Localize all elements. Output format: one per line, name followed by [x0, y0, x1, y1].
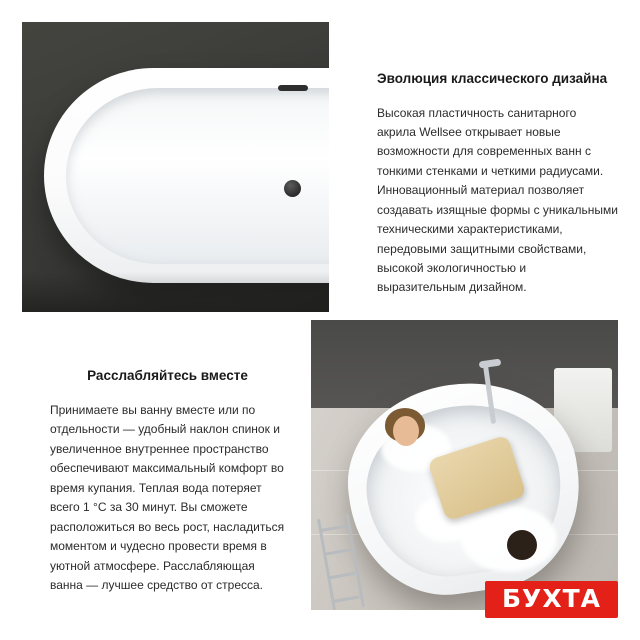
couple-bathtub-image [311, 320, 618, 610]
bottom-heading: Расслабляйтесь вместе [87, 368, 248, 383]
top-heading: Эволюция классического дизайна [377, 71, 608, 86]
floor-shadow [22, 272, 329, 312]
top-paragraph: Высокая пластичность санитарного акрила Wellsee открывает новые возможности для современных ванн с тонкими стенками и четкими радиусами. Инновационный материал позволяет создавать изящные формы с уникальными техническими характеристиками, передовыми защитными свойствами, высокой экологичностью и выразительным дизайном. [377, 105, 618, 295]
bottom-paragraph: Принимаете вы ванну вместе или по отдельности — удобный наклон спинок и увеличенное внутреннее пространство обеспечивают максимальный комфорт во время купания. Теплая вода потеряет всего 1 °C за 30 минут. Вы сможете расположиться во весь рост, насладиться моментом и чудесно провести время в уютной атмосфере. Расслабляющая ванна — лучшее средство от стресса. [50, 403, 285, 592]
top-text-column [329, 22, 618, 312]
bathtub-product-image [22, 22, 329, 312]
top-section [22, 22, 618, 312]
person-right-head [507, 530, 537, 560]
drain-hole [284, 180, 301, 197]
bottom-section [22, 320, 618, 610]
bottom-text-column [22, 320, 311, 610]
overflow-slot [278, 85, 308, 91]
bathtub-inner-basin [66, 88, 329, 264]
person-left-head [393, 416, 419, 446]
watermark-badge: БУХТА [485, 581, 618, 618]
